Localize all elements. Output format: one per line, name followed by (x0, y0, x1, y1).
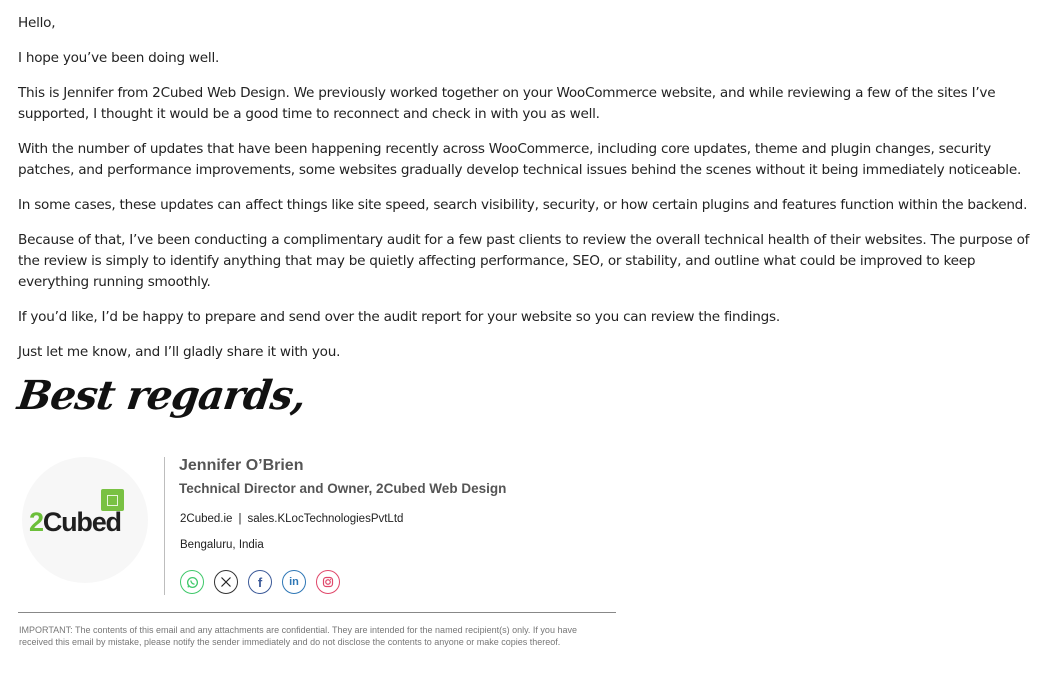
signature-divider (164, 457, 165, 595)
paragraph: With the number of updates that have been happening recently across WooCommerce, including core updates, theme and plugin changes, security patches, and performance improvements, some websites gradually develop technical issues behind the scenes without it being immediately noticeable. (18, 141, 1022, 178)
instagram-button[interactable] (316, 570, 340, 594)
paragraph: Because of that, I’ve been conducting a complimentary audit for a few past clients to review the overall technical health of their websites. The purpose of the review is simply to identify anything that may be quietly affecting performance, SEO, or stability, and outline what could be improved to keep everything running smoothly. (18, 232, 1030, 290)
linkedin-icon: in (289, 576, 299, 588)
instagram-icon (322, 576, 334, 588)
paragraph: I hope you’ve been doing well. (18, 50, 220, 66)
location: Bengaluru, India (180, 539, 264, 551)
email-link[interactable]: sales.KLocTechnologiesPvtLtd (247, 513, 404, 525)
confidentiality-disclaimer: IMPORTANT: The contents of this email and any attachments are confidential. They are intended for the named recipient(s) only. If you have received this email by mistake, please notify the sender immediately and do not disclose the contents to anyone or make copies thereof. (19, 625, 577, 647)
linkedin-button[interactable] (282, 570, 306, 594)
sender-name: Jennifer O’Brien (179, 457, 304, 474)
contact-line (180, 513, 403, 525)
x-button[interactable] (214, 570, 238, 594)
disclaimer-divider (18, 612, 616, 613)
whatsapp-button[interactable] (180, 570, 204, 594)
paragraph: This is Jennifer from 2Cubed Web Design. We previously worked together on your WooCommerce website, and while reviewing a few of the sites I’ve supported, I thought it would be a good time to reconnect and check in with you as well. (18, 85, 996, 122)
paragraph: In some cases, these updates can affect things like site speed, search visibility, security, or how certain plugins and features function within the backend. (18, 197, 1028, 213)
greeting: Hello, (18, 15, 56, 31)
logo-wordmark: 2Cubed (29, 507, 121, 537)
separator: | (238, 513, 242, 525)
facebook-button[interactable] (248, 570, 272, 594)
website-link[interactable]: 2Cubed.ie (180, 513, 233, 525)
facebook-icon: f (257, 574, 263, 590)
paragraph: Just let me know, and I’ll gladly share it with you. (18, 344, 341, 360)
sender-title: Technical Director and Owner, 2Cubed Web Design (179, 481, 507, 496)
x-icon (220, 576, 232, 588)
whatsapp-icon (186, 576, 199, 589)
paragraph: If you’d like, I’d be happy to prepare and send over the audit report for your website so you can review the findings. (18, 309, 780, 325)
closing-signature: Best regards, (14, 372, 309, 419)
